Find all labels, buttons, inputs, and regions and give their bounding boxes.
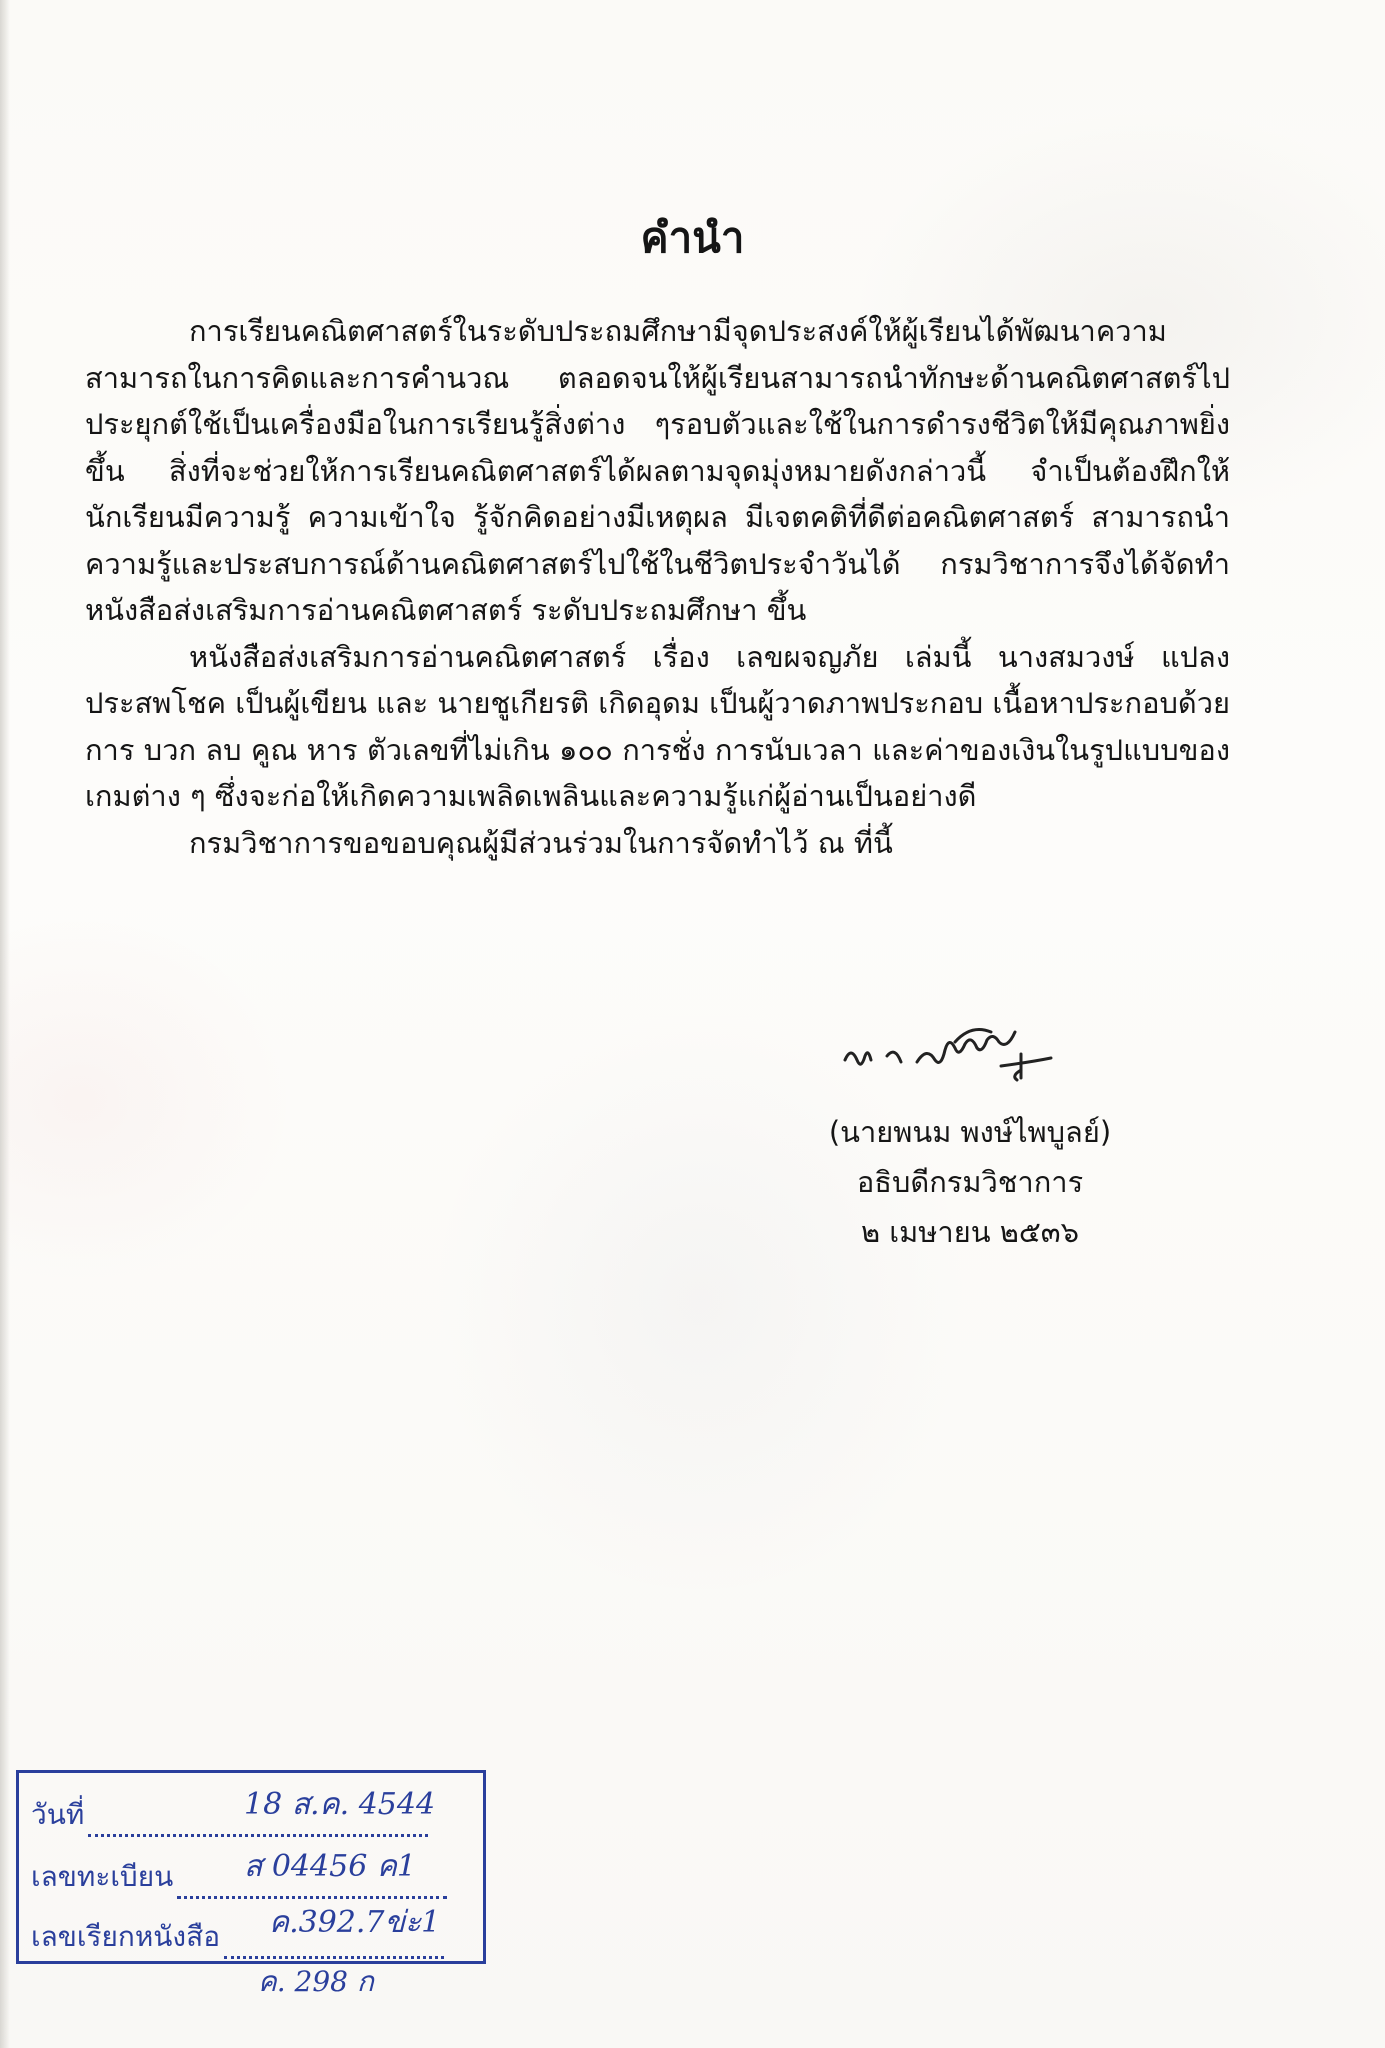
stamp-call-label: เลขเรียกหนังสือ [31, 1920, 221, 1953]
stamp-reg-label: เลขทะเบียน [31, 1860, 174, 1893]
stamp-call-value-2: ค. 298 ก [258, 1965, 374, 1998]
signatory-position: อธิบดีกรมวิชาการ [856, 1165, 1084, 1199]
page-title: คำนำ [640, 213, 745, 262]
stamp-date-value: 18 ส.ค. 4544 [244, 1787, 436, 1822]
signatory-name: (นายพนม พงษ์ไพบูลย์) [828, 1115, 1112, 1149]
preface-paragraph-2: หนังสือส่งเสริมการอ่านคณิตศาสตร์ เรื่อง เลขผจญภัย เล่มนี้ นางสมวงษ์ แปลงประสพโชค เป็นผู้เขียน และ นายชูเกียรติ เกิดอุดม เป็นผู้วาดภาพประกอบ เนื้อหาประกอบด้วยการ บวก ลบ คูณ หาร ตัวเลขที่ไม่เกิน ๑๐๐ การชั่ง การนับเวลา และค่าของเงินในรูปแบบของเกมต่าง ๆ ซึ่งจะก่อให้เกิดความเพลิดเพลินและความรู้แก่ผู้อ่านเป็นอย่างดี [85, 639, 1231, 813]
library-stamp [16, 1770, 486, 1964]
stamp-reg-value: ส 04456 ค1 [244, 1849, 416, 1884]
page-edge-shadow [0, 0, 10, 2048]
signature-block [760, 1008, 1180, 1257]
handwritten-signature [825, 1008, 1115, 1103]
preface-body [85, 308, 1230, 866]
stamp-call-value: ค.392.7ข่ะ1 [269, 1905, 441, 1940]
preface-paragraph-3: กรมวิชาการขอขอบคุณผู้มีส่วนร่วมในการจัดทำไว้ ณ ที่นี้ [189, 825, 893, 860]
preface-paragraph-1: การเรียนคณิตศาสตร์ในระดับประถมศึกษามีจุดประสงค์ให้ผู้เรียนได้พัฒนาความสามารถในการคิดและการคำนวณ ตลอดจนให้ผู้เรียนสามารถนำทักษะด้านคณิตศาสตร์ไปประยุกต์ใช้เป็นเครื่องมือในการเรียนรู้สิ่งต่าง ๆรอบตัวและใช้ในการดำรงชีวิตให้มีคุณภาพยิ่งขึ้น สิ่งที่จะช่วยให้การเรียนคณิตศาสตร์ได้ผลตามจุดมุ่งหมายดังกล่าวนี้ จำเป็นต้องฝึกให้นักเรียนมีความรู้ ความเข้าใจ รู้จักคิดอย่างมีเหตุผล มีเจตคติที่ดีต่อคณิตศาสตร์ สามารถนำความรู้และประสบการณ์ด้านคณิตศาสตร์ไปใช้ในชีวิตประจำวันได้ กรมวิชาการจึงได้จัดทำหนังสือส่งเสริมการอ่านคณิตศาสตร์ ระดับประถมศึกษา ขึ้น [85, 314, 1230, 627]
signature-date: ๒ เมษายน ๒๕๓๖ [860, 1215, 1080, 1249]
stamp-date-label: วันที่ [31, 1798, 85, 1831]
